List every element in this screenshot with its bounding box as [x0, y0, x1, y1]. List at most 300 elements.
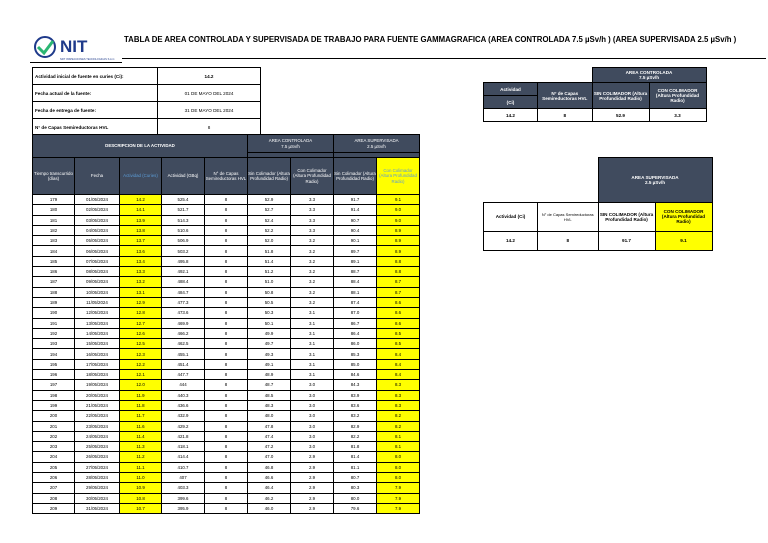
table-cell: 83.2 [334, 411, 377, 421]
table-cell: 02/05/2024 [75, 205, 120, 215]
table-cell: 3.3 [291, 195, 334, 205]
table-cell: 52.4 [248, 215, 291, 225]
table-cell: 199 [33, 400, 75, 410]
table-cell: 205 [33, 462, 75, 472]
table-cell: 193 [33, 339, 75, 349]
table-cell: 3.2 [291, 287, 334, 297]
info-row [33, 85, 261, 102]
table-cell: 85.0 [334, 359, 377, 369]
table-cell: 8 [205, 349, 248, 359]
table-cell: 8 [205, 205, 248, 215]
table-cell: 27/05/2024 [75, 462, 120, 472]
table-cell: 2.9 [291, 503, 334, 513]
col-capas: N° de Capas Semireductoras HVL [538, 83, 593, 109]
source-info-table [32, 67, 261, 136]
summary-value: 91.7 [598, 231, 655, 250]
table-cell: 455.1 [162, 349, 205, 359]
table-cell: 209 [33, 503, 75, 513]
table-cell: 2.9 [291, 493, 334, 503]
table-cell: 410.7 [162, 462, 205, 472]
table-cell: 90.7 [334, 215, 377, 225]
table-cell: 8.8 [377, 256, 420, 266]
table-cell: 8.6 [377, 297, 420, 307]
table-cell: 29/05/2024 [75, 483, 120, 493]
table-cell: 09/05/2024 [75, 277, 120, 287]
supervised-area-heading: AREA SUPERVISADA 2.5 µSv/h [598, 158, 712, 203]
table-cell: 06/05/2024 [75, 246, 120, 256]
table-cell: 14.2 [120, 195, 162, 205]
table-cell: 18/05/2024 [75, 370, 120, 380]
table-cell: 3.2 [291, 267, 334, 277]
table-cell: 13.4 [120, 256, 162, 266]
table-cell: 8.6 [377, 308, 420, 318]
table-cell: 200 [33, 411, 75, 421]
summary-value: 8 [538, 109, 593, 122]
table-cell: 469.9 [162, 318, 205, 328]
table-row [33, 462, 420, 472]
title-underline [122, 58, 766, 59]
col-con-colimador-supervisada: Con Colimador (Altura Profundidad Radio) [377, 158, 420, 195]
table-cell: 22/05/2024 [75, 411, 120, 421]
table-cell: 407 [162, 473, 205, 483]
table-row [33, 277, 420, 287]
daily-rows [33, 195, 420, 514]
table-cell: 488.4 [162, 277, 205, 287]
table-cell: 8.8 [377, 267, 420, 277]
summary-value: 3.3 [649, 109, 706, 122]
table-cell: 484.7 [162, 287, 205, 297]
table-cell: 10.7 [120, 503, 162, 513]
table-cell: 14.1 [120, 205, 162, 215]
table-cell: 3.0 [291, 411, 334, 421]
table-cell: 11.3 [120, 442, 162, 452]
table-cell: 395.9 [162, 503, 205, 513]
table-row [33, 483, 420, 493]
table-cell: 12.9 [120, 297, 162, 307]
col-fecha: Fecha [75, 158, 120, 195]
table-row [33, 339, 420, 349]
table-row [33, 400, 420, 410]
table-cell: 8 [205, 246, 248, 256]
table-cell: 466.2 [162, 328, 205, 338]
table-row [33, 421, 420, 431]
table-cell: 12.6 [120, 328, 162, 338]
info-label: Fecha de entrega de fuente: [33, 102, 158, 119]
table-cell: 12/05/2024 [75, 308, 120, 318]
table-cell: 50.8 [248, 287, 291, 297]
table-cell: 208 [33, 493, 75, 503]
table-cell: 8.2 [377, 411, 420, 421]
table-cell: 451.4 [162, 359, 205, 369]
table-cell: 8.9 [377, 236, 420, 246]
table-cell: 16/05/2024 [75, 349, 120, 359]
table-row [33, 256, 420, 266]
col-actividad-curies: Actividad (Curies) [120, 158, 162, 195]
table-cell: 48.7 [248, 380, 291, 390]
table-cell: 2.9 [291, 473, 334, 483]
table-cell: 9.1 [377, 195, 420, 205]
summary-value: 52.9 [592, 109, 649, 122]
info-value: 8 [158, 119, 261, 136]
table-cell: 14/05/2024 [75, 328, 120, 338]
table-cell: 79.6 [334, 503, 377, 513]
table-cell: 207 [33, 483, 75, 493]
table-cell: 13.1 [120, 287, 162, 297]
table-cell: 46.4 [248, 483, 291, 493]
table-cell: 3.0 [291, 442, 334, 452]
table-cell: 3.0 [291, 390, 334, 400]
col-con-colimador: CON COLIMADOR (Altura Profundidad Radio) [655, 202, 712, 231]
table-row [33, 328, 420, 338]
table-cell: 51.2 [248, 267, 291, 277]
table-cell: 81.1 [334, 462, 377, 472]
table-cell: 399.6 [162, 493, 205, 503]
table-cell: 8 [205, 308, 248, 318]
table-cell: 48.9 [248, 370, 291, 380]
table-cell: 84.6 [334, 370, 377, 380]
table-cell: 80.3 [334, 483, 377, 493]
table-cell: 8 [205, 400, 248, 410]
table-cell: 418.1 [162, 442, 205, 452]
table-cell: 179 [33, 195, 75, 205]
table-cell: 414.4 [162, 452, 205, 462]
table-cell: 514.3 [162, 215, 205, 225]
table-cell: 8 [205, 195, 248, 205]
table-cell: 11.0 [120, 473, 162, 483]
table-cell: 9.0 [377, 215, 420, 225]
table-cell: 3.2 [291, 256, 334, 266]
table-cell: 421.8 [162, 431, 205, 441]
table-cell: 8.4 [377, 359, 420, 369]
table-cell: 186 [33, 267, 75, 277]
table-cell: 189 [33, 297, 75, 307]
table-cell: 12.2 [120, 359, 162, 369]
table-cell: 203 [33, 442, 75, 452]
table-cell: 90.1 [334, 236, 377, 246]
table-cell: 25/05/2024 [75, 442, 120, 452]
table-cell: 12.0 [120, 380, 162, 390]
table-cell: 46.0 [248, 503, 291, 513]
table-row [33, 431, 420, 441]
table-cell: 8.0 [377, 473, 420, 483]
table-row [33, 359, 420, 369]
table-row [33, 493, 420, 503]
table-cell: 48.5 [248, 390, 291, 400]
table-cell: 8 [205, 359, 248, 369]
summary-value: 14.2 [484, 231, 538, 250]
table-cell: 8 [205, 380, 248, 390]
table-cell: 80.0 [334, 493, 377, 503]
table-row [33, 308, 420, 318]
table-cell: 86.7 [334, 318, 377, 328]
table-row [33, 297, 420, 307]
table-cell: 8 [205, 297, 248, 307]
table-cell: 190 [33, 308, 75, 318]
table-cell: 8.3 [377, 400, 420, 410]
table-cell: 50.3 [248, 308, 291, 318]
table-cell: 196 [33, 370, 75, 380]
table-cell: 24/05/2024 [75, 431, 120, 441]
table-cell: 13.8 [120, 225, 162, 235]
table-cell: 3.0 [291, 421, 334, 431]
table-cell: 8.9 [377, 246, 420, 256]
table-cell: 8 [205, 483, 248, 493]
table-cell: 11.9 [120, 390, 162, 400]
table-cell: 2.9 [291, 462, 334, 472]
table-cell: 8.6 [377, 318, 420, 328]
table-cell: 51.0 [248, 277, 291, 287]
controlled-area-heading: AREA CONTROLADA 7.5 µSv/h [592, 68, 706, 83]
table-cell: 3.0 [291, 380, 334, 390]
col-con-colimador-controlada: Con Colimador (Altura Profundidad Radio) [291, 158, 334, 195]
table-cell: 19/05/2024 [75, 380, 120, 390]
table-cell: 12.7 [120, 318, 162, 328]
table-cell: 86.0 [334, 339, 377, 349]
table-cell: 83.9 [334, 390, 377, 400]
table-cell: 12.1 [120, 370, 162, 380]
table-cell: 83.6 [334, 400, 377, 410]
table-cell: 8.7 [377, 287, 420, 297]
table-row [33, 473, 420, 483]
table-cell: 31/05/2024 [75, 503, 120, 513]
table-cell: 8 [205, 215, 248, 225]
table-cell: 51.4 [248, 256, 291, 266]
table-cell: 3.2 [291, 277, 334, 287]
table-cell: 48.0 [248, 411, 291, 421]
table-cell: 8.0 [377, 452, 420, 462]
table-cell: 8 [205, 442, 248, 452]
info-row [33, 119, 261, 136]
table-cell: 82.9 [334, 421, 377, 431]
logo-graphic [30, 33, 120, 63]
info-row [33, 102, 261, 119]
table-cell: 194 [33, 349, 75, 359]
table-cell: 8 [205, 328, 248, 338]
table-cell: 8 [205, 225, 248, 235]
table-cell: 89.1 [334, 256, 377, 266]
table-cell: 181 [33, 215, 75, 225]
table-cell: 49.9 [248, 328, 291, 338]
table-cell: 23/05/2024 [75, 421, 120, 431]
info-value: 01 DE MAYO DEL 2024 [158, 85, 261, 102]
table-cell: 3.2 [291, 297, 334, 307]
table-cell: 8 [205, 267, 248, 277]
col-sin-colimador-supervisada: Sin Colimador (Altura Profundidad Radio) [334, 158, 377, 195]
table-cell: 521.7 [162, 205, 205, 215]
table-cell: 52.7 [248, 205, 291, 215]
table-cell: 447.7 [162, 370, 205, 380]
info-value: 14.2 [158, 68, 261, 85]
table-cell: 49.3 [248, 349, 291, 359]
table-row [33, 236, 420, 246]
summary-value: 9.1 [655, 231, 712, 250]
table-cell: 88.1 [334, 287, 377, 297]
table-cell: 3.2 [291, 236, 334, 246]
table-cell: 198 [33, 390, 75, 400]
table-row [33, 452, 420, 462]
table-cell: 8.4 [377, 349, 420, 359]
table-cell: 50.5 [248, 297, 291, 307]
table-cell: 81.4 [334, 452, 377, 462]
table-cell: 11.1 [120, 462, 162, 472]
table-cell: 05/05/2024 [75, 236, 120, 246]
table-cell: 3.1 [291, 339, 334, 349]
table-cell: 87.4 [334, 297, 377, 307]
table-cell: 206 [33, 473, 75, 483]
table-cell: 8.7 [377, 277, 420, 287]
table-row [33, 205, 420, 215]
table-cell: 8.3 [377, 380, 420, 390]
table-cell: 3.2 [291, 246, 334, 256]
table-cell: 89.7 [334, 246, 377, 256]
table-cell: 432.9 [162, 411, 205, 421]
table-cell: 3.1 [291, 349, 334, 359]
table-cell: 85.3 [334, 349, 377, 359]
table-cell: 182 [33, 225, 75, 235]
table-cell: 8 [205, 236, 248, 246]
table-cell: 8 [205, 421, 248, 431]
table-cell: 15/05/2024 [75, 339, 120, 349]
table-cell: 47.2 [248, 442, 291, 452]
table-cell: 12.5 [120, 339, 162, 349]
col-capas: N° de Capas Semireductoras HVL [538, 202, 599, 231]
table-cell: 30/05/2024 [75, 493, 120, 503]
table-cell: 10.8 [120, 493, 162, 503]
col-sin-colimador: SIN COLIMADOR (Altura Profundidad Radio) [592, 83, 649, 109]
table-cell: 201 [33, 421, 75, 431]
company-logo [30, 33, 120, 63]
table-row [33, 370, 420, 380]
table-cell: 47.0 [248, 452, 291, 462]
table-cell: 7.9 [377, 493, 420, 503]
desc-heading: DESCRIPCION DE LA ACTIVIDAD [33, 135, 248, 158]
supervised-heading: AREA SUPERVISADA 2.5 µSv/h [334, 135, 420, 153]
table-cell: 11.4 [120, 431, 162, 441]
col-sin-colimador-controlada: Sin Colimador (Altura Profundidad Radio) [248, 158, 291, 195]
col-actividad-gbq: Actividad (GBq) [162, 158, 205, 195]
table-cell: 2.9 [291, 483, 334, 493]
table-cell: 52.2 [248, 225, 291, 235]
logo-text: NIT [60, 37, 88, 56]
table-cell: 195 [33, 359, 75, 369]
controlled-area-summary [483, 67, 707, 122]
table-cell: 8.5 [377, 339, 420, 349]
table-cell: 51.8 [248, 246, 291, 256]
col-actividad-ci: Actividad (Ci) [484, 202, 538, 231]
summary-value: 8 [538, 231, 599, 250]
table-cell: 188 [33, 287, 75, 297]
table-cell: 21/05/2024 [75, 400, 120, 410]
table-cell: 477.3 [162, 297, 205, 307]
table-cell: 440.3 [162, 390, 205, 400]
table-cell: 503.2 [162, 246, 205, 256]
table-cell: 91.4 [334, 205, 377, 215]
table-cell: 47.8 [248, 421, 291, 431]
table-cell: 88.4 [334, 277, 377, 287]
table-cell: 11.7 [120, 411, 162, 421]
table-cell: 3.3 [291, 205, 334, 215]
table-cell: 91.7 [334, 195, 377, 205]
table-cell: 7.9 [377, 483, 420, 493]
table-cell: 88.7 [334, 267, 377, 277]
table-cell: 01/05/2024 [75, 195, 120, 205]
info-value: 31 DE MAYO DEL 2024 [158, 102, 261, 119]
table-cell: 03/05/2024 [75, 215, 120, 225]
table-cell: 3.0 [291, 400, 334, 410]
table-cell: 204 [33, 452, 75, 462]
table-cell: 403.3 [162, 483, 205, 493]
table-cell: 8.9 [377, 225, 420, 235]
table-cell: 13.2 [120, 277, 162, 287]
table-cell: 510.6 [162, 225, 205, 235]
table-cell: 8 [205, 287, 248, 297]
table-cell: 473.6 [162, 308, 205, 318]
col-con-colimador: CON COLIMADOR (Altura Profundidad Radio) [649, 83, 706, 109]
info-label: Actividad inicial de fuente en curies (Ci): [33, 68, 158, 85]
table-cell: 8 [205, 462, 248, 472]
table-cell: 2.9 [291, 452, 334, 462]
table-cell: 48.3 [248, 400, 291, 410]
document-title: TABLA DE AREA CONTROLADA Y SUPERVISADA DE TRABAJO PARA FUENTE GAMMAGRAFICA (AREA CONTROLADA 7.5 µSv/h ) (AREA SUPERVISADA 2.5 µSv/h ) [124, 35, 737, 44]
table-cell: 04/05/2024 [75, 225, 120, 235]
table-cell: 8 [205, 431, 248, 441]
table-cell: 52.0 [248, 236, 291, 246]
table-cell: 8.1 [377, 431, 420, 441]
table-cell: 13.6 [120, 246, 162, 256]
table-cell: 3.1 [291, 328, 334, 338]
table-cell: 12.3 [120, 349, 162, 359]
table-cell: 11.8 [120, 400, 162, 410]
table-cell: 506.9 [162, 236, 205, 246]
table-cell: 10/05/2024 [75, 287, 120, 297]
table-cell: 82.2 [334, 431, 377, 441]
logo-underline [30, 62, 122, 63]
table-cell: 495.8 [162, 256, 205, 266]
table-cell: 436.6 [162, 400, 205, 410]
table-cell: 20/05/2024 [75, 390, 120, 400]
table-cell: 9.0 [377, 205, 420, 215]
table-cell: 47.4 [248, 431, 291, 441]
table-cell: 3.1 [291, 370, 334, 380]
table-cell: 80.7 [334, 473, 377, 483]
table-cell: 187 [33, 277, 75, 287]
table-cell: 90.4 [334, 225, 377, 235]
col-actividad: Actividad [484, 83, 538, 96]
table-cell: 8.0 [377, 462, 420, 472]
table-cell: 08/05/2024 [75, 267, 120, 277]
table-row [33, 246, 420, 256]
table-row [33, 503, 420, 513]
table-row [33, 442, 420, 452]
col-ci: (Ci) [484, 96, 538, 109]
table-row [33, 267, 420, 277]
table-cell: 46.8 [248, 462, 291, 472]
table-cell: 8 [205, 452, 248, 462]
table-cell: 8 [205, 256, 248, 266]
table-row [33, 318, 420, 328]
table-cell: 197 [33, 380, 75, 390]
col-tiempo: Tiempo transcurrido (días) [33, 158, 75, 195]
table-row [33, 195, 420, 205]
table-cell: 17/05/2024 [75, 359, 120, 369]
table-cell: 52.9 [248, 195, 291, 205]
table-cell: 185 [33, 256, 75, 266]
table-cell: 07/05/2024 [75, 256, 120, 266]
table-cell: 13.7 [120, 236, 162, 246]
table-cell: 492.1 [162, 267, 205, 277]
summary-value: 14.2 [484, 109, 538, 122]
table-row [33, 349, 420, 359]
